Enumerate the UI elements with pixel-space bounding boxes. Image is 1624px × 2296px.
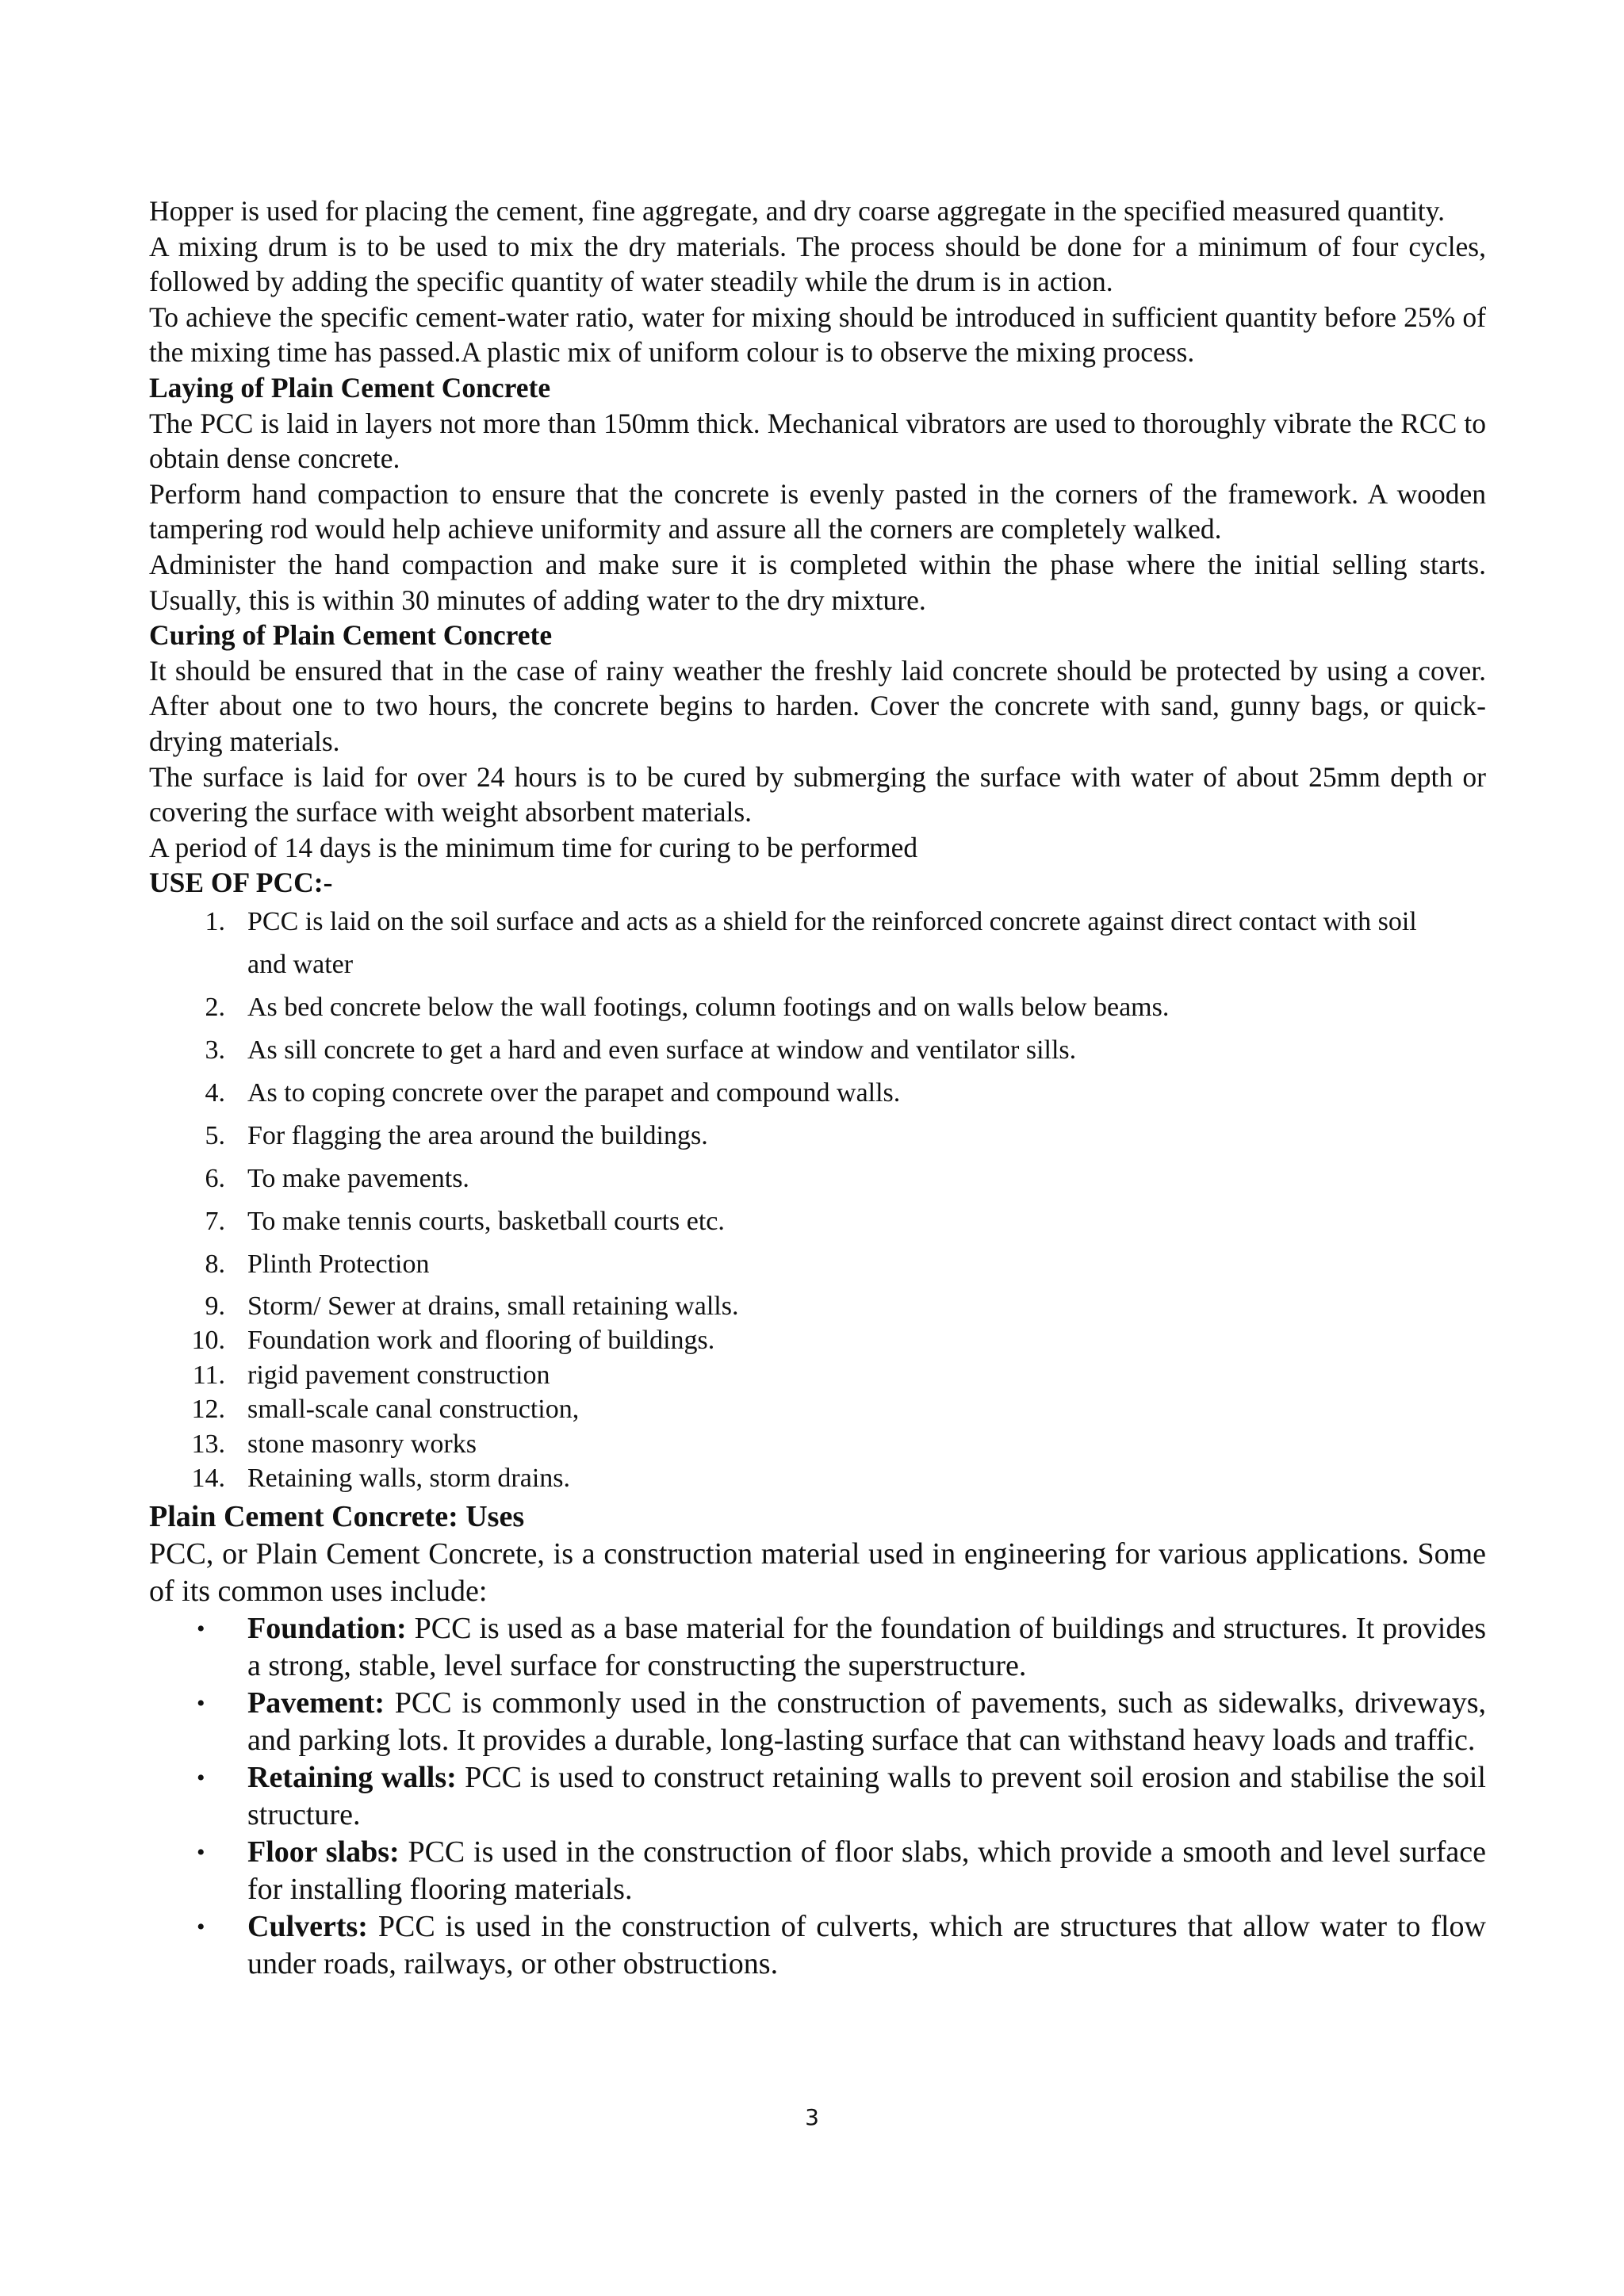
list-item-text: Retaining walls, storm drains. bbox=[247, 1464, 571, 1494]
list-number: 7. bbox=[205, 1206, 225, 1236]
list-item bbox=[149, 1243, 1486, 1286]
list-item bbox=[149, 1029, 1486, 1072]
use-term: Retaining walls: bbox=[247, 1760, 457, 1794]
page-content bbox=[149, 193, 1486, 1983]
list-item bbox=[149, 1072, 1486, 1115]
uses-intro: PCC, or Plain Cement Concrete, is a construction material used in engineering for various applications. Some of its common uses include: bbox=[149, 1536, 1486, 1608]
list-item-text: As to coping concrete over the parapet and compound walls. bbox=[247, 1077, 901, 1108]
mixing-paragraph-water: To achieve the specific cement-water ratio, water for mixing should be introduced in sufficient quantity before 25% of the mixing time has passed.A plastic mix of uniform colour is to observe the mixing process. bbox=[149, 300, 1486, 369]
list-item-text: small-scale canal construction, bbox=[247, 1395, 580, 1425]
use-description: PCC is used in the construction of floor slabs, which provide a smooth and level surface for installing flooring materials. bbox=[247, 1835, 1486, 1906]
use-of-pcc-heading: USE OF PCC:- bbox=[149, 867, 333, 899]
list-item-text: For flagging the area around the buildings. bbox=[247, 1120, 708, 1150]
curing-paragraph-submerge: The surface is laid for over 24 hours is to be cured by submerging the surface with water of about 25mm depth or covering the surface with weight absorbent materials. bbox=[149, 760, 1486, 828]
use-of-pcc-list-spaced bbox=[149, 901, 1486, 1286]
list-item bbox=[149, 1461, 1486, 1496]
use-description: PCC is used as a base material for the foundation of buildings and structures. It provides a strong, stable, level surface for constructing the superstructure. bbox=[247, 1611, 1486, 1682]
list-item-text: Plinth Protection bbox=[247, 1249, 430, 1279]
list-item-text: As bed concrete below the wall footings, column footings and on walls below beams. bbox=[247, 992, 1170, 1022]
bullet-icon: • bbox=[197, 1615, 205, 1642]
use-of-pcc-list-compact bbox=[149, 1289, 1486, 1496]
list-number: 13. bbox=[191, 1429, 225, 1459]
list-item bbox=[149, 986, 1486, 1029]
page-number: 3 bbox=[805, 2104, 819, 2130]
list-number: 3. bbox=[205, 1035, 225, 1065]
list-item bbox=[149, 1289, 1486, 1324]
use-description: PCC is used in the construction of culverts, which are structures that allow water to flow under roads, railways, or other obstructions. bbox=[247, 1909, 1486, 1980]
use-description: PCC is used to construct retaining walls to prevent soil erosion and stabilise the soil structure. bbox=[247, 1760, 1486, 1831]
list-item-text: Foundation work and flooring of buildings. bbox=[247, 1326, 715, 1356]
bullet-icon: • bbox=[197, 1764, 205, 1791]
list-item-text: To make tennis courts, basketball courts etc. bbox=[247, 1206, 725, 1236]
list-number: 5. bbox=[205, 1120, 225, 1150]
list-item bbox=[149, 1115, 1486, 1158]
list-number: 2. bbox=[205, 992, 225, 1022]
list-item bbox=[149, 1323, 1486, 1358]
laying-paragraph-layers: The PCC is laid in layers not more than 150mm thick. Mechanical vibrators are used to thoroughly vibrate the RCC to obtain dense concrete. bbox=[149, 407, 1486, 475]
list-item bbox=[149, 1427, 1486, 1462]
list-number: 6. bbox=[205, 1163, 225, 1193]
list-item bbox=[149, 1908, 1486, 1983]
curing-heading: Curing of Plain Cement Concrete bbox=[149, 619, 553, 652]
use-term: Pavement: bbox=[247, 1686, 385, 1720]
list-number: 10. bbox=[191, 1326, 225, 1356]
list-number: 11. bbox=[192, 1360, 225, 1390]
list-item bbox=[149, 1834, 1486, 1908]
list-item-text: stone masonry works bbox=[247, 1429, 477, 1459]
use-term: Foundation: bbox=[247, 1611, 407, 1645]
bullet-icon: • bbox=[197, 1913, 205, 1940]
mixing-paragraph-drum: A mixing drum is to be used to mix the dry materials. The process should be done for a minimum of four cycles, followed by adding the specific quantity of water steadily while the drum is in action. bbox=[149, 230, 1486, 298]
mixing-paragraph-hopper: Hopper is used for placing the cement, fine aggregate, and dry coarse aggregate in the specified measured quantity. bbox=[149, 195, 1445, 227]
list-item-text: rigid pavement construction bbox=[247, 1360, 550, 1390]
bullet-icon: • bbox=[197, 1839, 205, 1866]
list-item-text: Storm/ Sewer at drains, small retaining walls. bbox=[247, 1291, 739, 1321]
curing-paragraph-cover: It should be ensured that in the case of rainy weather the freshly laid concrete should be protected by using a cover. After about one to two hours, the concrete begins to harden. Cover the concrete with sand, gunny bags, or quick-drying materials. bbox=[149, 654, 1486, 757]
curing-paragraph-period: A period of 14 days is the minimum time for curing to be performed bbox=[149, 831, 918, 863]
list-number: 1. bbox=[205, 906, 225, 936]
list-item-text: PCC is laid on the soil surface and acts as a shield for the reinforced concrete against direct contact with soil and water bbox=[247, 906, 1417, 979]
use-term: Culverts: bbox=[247, 1909, 368, 1943]
laying-heading: Laying of Plain Cement Concrete bbox=[149, 371, 551, 404]
list-item bbox=[149, 1392, 1486, 1427]
list-item bbox=[149, 1610, 1486, 1685]
use-term: Floor slabs: bbox=[247, 1835, 400, 1869]
common-uses-list bbox=[149, 1610, 1486, 1983]
list-number: 4. bbox=[205, 1077, 225, 1108]
laying-paragraph-setting: Administer the hand compaction and make sure it is completed within the phase where the initial selling starts. Usually, this is within 30 minutes of adding water to the dry mixture. bbox=[149, 548, 1486, 616]
list-item bbox=[149, 1685, 1486, 1759]
uses-heading: Plain Cement Concrete: Uses bbox=[149, 1499, 525, 1533]
list-item-text: As sill concrete to get a hard and even surface at window and ventilator sills. bbox=[247, 1035, 1077, 1065]
list-item-text: To make pavements. bbox=[247, 1163, 469, 1193]
list-number: 8. bbox=[205, 1249, 225, 1279]
list-item bbox=[149, 1358, 1486, 1393]
bullet-icon: • bbox=[197, 1689, 205, 1716]
laying-paragraph-compaction: Perform hand compaction to ensure that the concrete is evenly pasted in the corners of the framework. A wooden tampering rod would help achieve uniformity and assure all the corners are completely walked. bbox=[149, 477, 1486, 545]
list-item bbox=[149, 1200, 1486, 1243]
use-description: PCC is commonly used in the construction of pavements, such as sidewalks, driveways, and parking lots. It provides a durable, long-lasting surface that can withstand heavy loads and traffic. bbox=[247, 1686, 1486, 1757]
list-item bbox=[149, 1759, 1486, 1834]
list-number: 14. bbox=[191, 1464, 225, 1494]
list-item bbox=[149, 901, 1486, 986]
list-item bbox=[149, 1158, 1486, 1200]
list-number: 9. bbox=[205, 1291, 225, 1321]
list-number: 12. bbox=[191, 1395, 225, 1425]
